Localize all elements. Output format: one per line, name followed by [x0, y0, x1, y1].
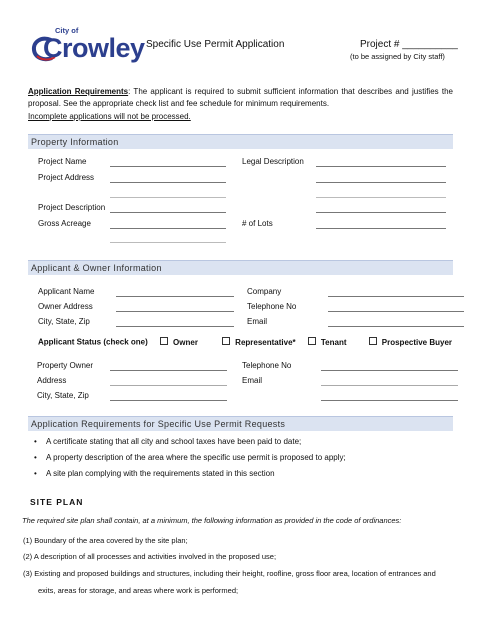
sup-section-header: Application Requirements for Specific Use Permit Requests — [28, 416, 453, 431]
project-number-label: Project # __________ — [360, 39, 458, 50]
company-field[interactable] — [328, 296, 464, 297]
checkbox-owner[interactable] — [160, 337, 168, 345]
checkbox-tenant[interactable] — [308, 337, 316, 345]
status-option-tenant[interactable]: Tenant — [308, 338, 347, 347]
email-field[interactable] — [328, 326, 464, 327]
owner-address-label: Owner Address — [38, 302, 93, 311]
extra-field[interactable] — [321, 400, 458, 401]
property-owner-field[interactable] — [110, 370, 227, 371]
lots-label: # of Lots — [242, 219, 273, 228]
telephone-field-2[interactable] — [321, 370, 458, 371]
status-option-representative[interactable]: Representative* — [222, 338, 295, 347]
requirements-warning: Incomplete applications will not be processed. — [28, 111, 191, 121]
address-label: Address — [37, 376, 67, 385]
checkbox-prospective-buyer[interactable] — [369, 337, 377, 345]
status-option-prospective-buyer[interactable]: Prospective Buyer — [369, 338, 452, 347]
legal-description-field-4[interactable] — [316, 212, 446, 213]
requirements-text: : The applicant is required to submit sufficient information that describes and justifies the proposal. See the appropriate check list and fee schedule for minimum requirements. — [28, 87, 453, 109]
lots-field[interactable] — [316, 228, 446, 229]
site-plan-item-3: (3) Existing and proposed buildings and structures, including their height, roofline, gross floor area, location of entrances and — [23, 569, 436, 578]
applicant-name-field[interactable] — [116, 296, 234, 297]
legal-description-field-2[interactable] — [316, 182, 446, 183]
site-plan-item-2: (2) A description of all processes and activities involved in the proposed use; — [23, 552, 277, 561]
property-owner-label: Property Owner — [37, 361, 94, 370]
site-plan-heading: SITE PLAN — [30, 497, 84, 507]
status-option-owner[interactable]: Owner — [160, 338, 198, 347]
requirements-heading: Application Requirements — [28, 87, 129, 96]
checkbox-representative[interactable] — [222, 337, 230, 345]
gross-acreage-label: Gross Acreage — [38, 219, 91, 228]
city-state-zip-label: City, State, Zip — [38, 317, 90, 326]
page-title: Specific Use Permit Application — [146, 39, 285, 50]
applicant-name-label: Applicant Name — [38, 287, 95, 296]
legal-description-field-1[interactable] — [316, 166, 446, 167]
legal-description-field-3[interactable] — [316, 197, 446, 198]
project-address-field[interactable] — [110, 182, 226, 183]
site-plan-item-3-cont: exits, areas for storage, and areas where work is performed; — [38, 586, 239, 595]
telephone-label: Telephone No — [247, 302, 297, 311]
telephone-label-2: Telephone No — [242, 361, 292, 370]
city-logo — [31, 26, 145, 66]
project-address-field-2[interactable] — [110, 197, 226, 198]
address-field[interactable] — [110, 385, 227, 386]
owner-section-header: Applicant & Owner Information — [28, 260, 453, 275]
applicant-status-row — [38, 337, 452, 347]
requirements-paragraph — [28, 86, 453, 123]
applicant-status-label: Applicant Status (check one) — [38, 337, 148, 347]
logo-text: Crowley — [43, 33, 145, 63]
sup-bullet-1: • A certificate stating that all city and school taxes have been paid to date; — [34, 437, 302, 446]
legal-description-label: Legal Description — [242, 157, 304, 166]
city-state-zip-field-2[interactable] — [110, 400, 227, 401]
property-section-header: Property Information — [28, 134, 453, 149]
email-label-2: Email — [242, 376, 263, 385]
project-description-field[interactable] — [110, 212, 226, 213]
project-number-note: (to be assigned by City staff) — [350, 52, 445, 61]
email-field-2[interactable] — [321, 385, 458, 386]
project-name-field[interactable] — [110, 166, 226, 167]
sup-bullet-3: • A site plan complying with the requirements stated in this section — [34, 469, 275, 478]
email-label: Email — [247, 317, 268, 326]
sup-bullet-2: • A property description of the area where the specific use permit is proposed to apply; — [34, 453, 346, 462]
telephone-field[interactable] — [328, 311, 464, 312]
project-description-label: Project Description — [38, 203, 106, 212]
owner-address-field[interactable] — [116, 311, 234, 312]
company-label: Company — [247, 287, 282, 296]
project-name-label: Project Name — [38, 157, 87, 166]
gross-acreage-field-2[interactable] — [110, 242, 226, 243]
logo-small-text: City of — [55, 26, 79, 35]
city-state-zip-label-2: City, State, Zip — [37, 391, 89, 400]
site-plan-intro: The required site plan shall contain, at a minimum, the following information as provided in the code of ordinances: — [22, 516, 402, 525]
gross-acreage-field[interactable] — [110, 228, 226, 229]
site-plan-item-1: (1) Boundary of the area covered by the site plan; — [23, 536, 188, 545]
project-address-label: Project Address — [38, 173, 95, 182]
city-state-zip-field[interactable] — [116, 326, 234, 327]
